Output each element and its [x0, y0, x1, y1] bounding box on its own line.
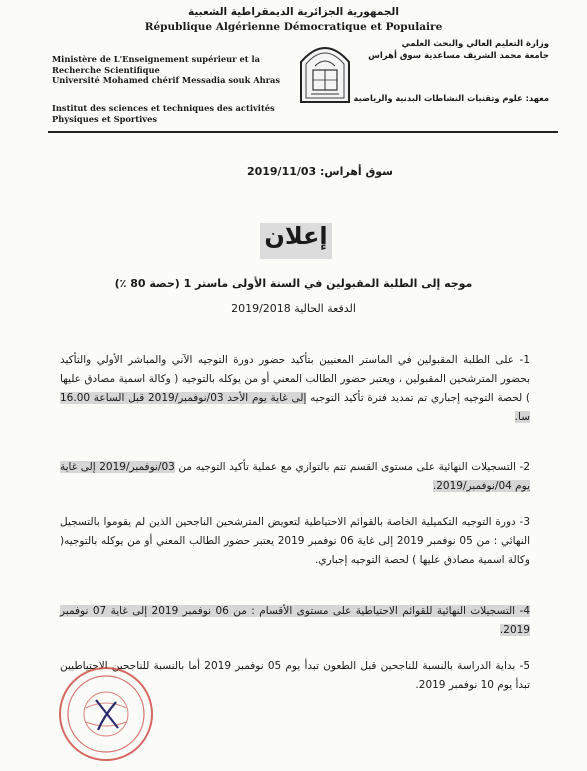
header-divider [48, 131, 558, 133]
item-1 [60, 351, 530, 427]
ministry-ar: وزارة التعليم العالي والبحث العلمي [401, 39, 549, 49]
item-5-text: 5- بداية الدراسة بالنسبة للناجحين قبل الطعون تبدأ يوم 05 نوفمبر 2019 أما بالنسبة للناجحين الاحتياطيين تبدأ يوم 10 نوفمبر 2019. [60, 660, 531, 691]
republic-title-fr: République Algérienne Démocratique et Populaire [144, 21, 443, 33]
ministry-line-3: Université Mohamed chérif Messadia souk Ahras [52, 75, 281, 85]
institute-ar: معهد: علوم وتقنيات النشاطات البدنية والرياضية [353, 93, 549, 103]
date-line: سوق أهراس: 2019/11/03 [246, 165, 393, 178]
official-stamp [56, 664, 156, 764]
institute-line-2: Physiques et Sportives [52, 113, 158, 124]
ministry-block-ar [339, 38, 549, 62]
ministry-block-fr [52, 54, 282, 86]
announcement-subtitle: موجه إلى الطلبة المقبولين في السنة الأولى ماستر 1 (حصة 80 ٪) [114, 277, 473, 290]
ministry-line-2: Recherche Scientifique [52, 64, 160, 75]
item-4-highlight: 4- التسجيلات النهائية للقوائم الاحتياطية على مستوى الأقسام : من 06 نوفمبر 2019 إلى غاية 07 نوفمبر 2019. [60, 605, 530, 636]
university-ar: جامعة محمد الشريف مساعدية سوق أهراس [368, 51, 549, 61]
item-2-text: 2- التسجيلات النهائية على مستوى القسم تتم بالتوازي مع عملية تأكيد التوجيه من [178, 461, 530, 473]
item-2 [60, 458, 530, 496]
item-1-highlight: إلى غاية يوم الأحد 03/نوفمبر/2019 قبل الساعة 16.00 سا. [60, 392, 530, 423]
item-3 [60, 513, 530, 570]
item-2-highlight: 03/نوفمبر/2019 إلى غاية يوم 04/نوفمبر/2019. [60, 461, 530, 492]
promotion-line: الدفعة الحالية 2019/2018 [231, 302, 356, 315]
republic-title-ar: الجمهورية الجزائرية الديمقراطية الشعبية [188, 6, 399, 18]
item-4 [60, 602, 530, 640]
announcement-title: إعلان [264, 222, 328, 250]
institute-line-1: Institut des sciences et techniques des activités [52, 103, 275, 113]
ministry-line-1: Ministère de L'Enseignement supérieur et la [52, 54, 260, 64]
item-1-text: 1- على الطلبة المقبولين في الماستر المعنيين بتأكيد حضور دورة التوجيه الآني والمباشر الأولي والتأكيد بحضور المترشحين المقبولين ، ويعتبر حضور الطالب المعني أو من يوكله بالتوجيه ( وكالة اسمية مصادق عليها ) لحصة التوجيه إجباري تم تمديد فترة تأكيد التوجيه [60, 354, 530, 404]
institute-block-fr [52, 103, 282, 124]
item-3-text: 3- دورة التوجيه التكميلية الخاصة بالقوائم الاحتياطية لتعويض المترشحين الناجحين الذين لم يقوموا بالتسجيل النهائي : من 05 نوفمبر 2019 إلى غاية 06 نوفمبر 2019 يعتبر حضور الطالب المعني أو من يوكله بالتوجيه( وكالة اسمية مصادق عليها ) لحصة التوجيه إجباري. [60, 516, 531, 566]
